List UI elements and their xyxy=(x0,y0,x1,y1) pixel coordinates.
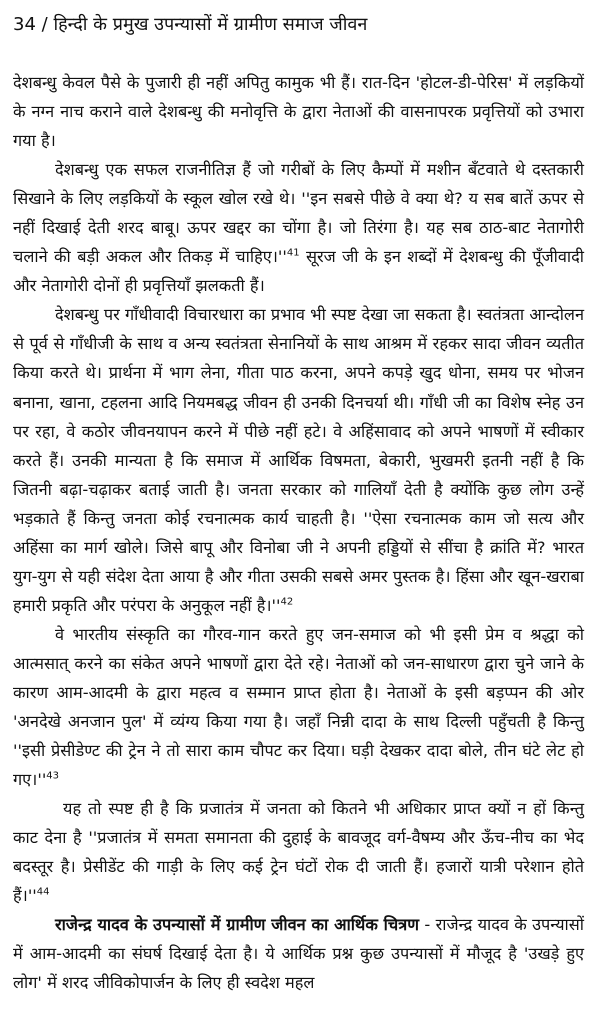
paragraph-5 xyxy=(13,794,584,910)
paragraph-2 xyxy=(13,155,584,300)
paragraph-text: वे भारतीय संस्कृति का गौरव-गान करते हुए जन-समाज को भी इसी प्रेम व श्रद्धा को आत्मसात् करने का संकेत अपने भाषणों द्वारा देते रहे। नेताओं को जन-साधारण द्वारा चुने जाने के कारण आम-आदमी के द्वारा महत्व व सम्मान प्राप्त होता है। नेताओं के इसी बड़प्पन की ओर 'अनदेखे अनजान पुल' में व्यंग्य किया गया है। जहाँ निन्नी दादा के साथ दिल्ली पहुँचती है किन्तु ''इसी प्रेसीडेण्ट की ट्रेन ने तो सारा काम चौपट कर दिया। घड़ी देखकर दादा बोले, तीन घंटे लेट हो गए।'' xyxy=(13,624,584,790)
paragraph-4 xyxy=(13,620,584,794)
paragraph-6 xyxy=(13,910,584,997)
paragraph-text: यह तो स्पष्ट ही है कि प्रजातंत्र में जनता को कितने भी अधिकार प्राप्त क्यों न हों किन्तु काट देना है ''प्रजातंत्र में समता समानता की दुहाई के बावजूद वर्ग-वैषम्य और ऊँच-नीच का भेद बदस्तूर है। प्रेसीडेंट की गाड़ी के लिए कई ट्रेन घंटों रोक दी जाती हैं। हजारों यात्री परेशान होते हैं।'' xyxy=(13,799,584,906)
paragraph-text: देशबन्धु केवल पैसे के पुजारी ही नहीं अपितु कामुक भी हैं। रात-दिन 'होटल-डी-पेरिस' में लड़कियों के नग्न नाच कराने वाले देशबन्धु की मनोवृत्ति के द्वारा नेताओं की वासनापरक प्रवृत्तियों को उभारा गया है। xyxy=(13,73,584,151)
page-number: 34 xyxy=(13,14,36,35)
footnote-marker-42: 42 xyxy=(280,596,294,608)
section-heading: राजेन्द्र यादव के उपन्यासों में ग्रामीण जीवन का आर्थिक चित्रण xyxy=(55,915,419,935)
paragraph-text: सूरज जी के इन शब्दों में देशबन्धु की पूँजीवादी और नेतागोरी दोनों ही प्रवृत्तियाँ झलकती हैं। xyxy=(13,247,585,296)
footnote-marker-41: 41 xyxy=(286,247,300,259)
paragraph-text: देशबन्धु पर गाँधीवादी विचारधारा का प्रभाव भी स्पष्ट देखा जा सकता है। स्वतंत्रता आन्दोलन से पूर्व से गाँधीजी के साथ व अन्य स्वतंत्रता सेनानियों के साथ आश्रम में रहकर सादा जीवन व्यतीत किया करते थे। प्रार्थना में भाग लेना, गीता पाठ करना, अपने कपड़े खुद धोना, समय पर भोजन बनाना, खाना, टहलना आदि नियमबद्ध जीवन ही उनकी दिनचर्या थी। गाँधी जी का विशेष स्नेह उन पर रहा, वे कठोर जीवनयापन करने में पीछे नहीं हटे। वे अहिंसावाद को अपने भाषणों में स्वीकार करते हैं। उनकी मान्यता है कि समाज में आर्थिक विषमता, बेकारी, भुखमरी इतनी नहीं है कि जितनी बढ़ा-चढ़ाकर बताई जाती है। जनता सरकार को गालियाँ देती है क्योंकि कुछ लोग उन्हें भड़काते हैं किन्तु जनता कोई रचनात्मक कार्य चाहती है। ''ऐसा रचनात्मक काम जो सत्य और अहिंसा का मार्ग खोले। जिसे बापू और विनोबा जी ने अपनी हड्डियों से सींचा है क्रांति में? भारत युग-युग से यही संदेश देता आया है और गीता उसकी सबसे अमर पुस्तक है। हिंसा और खून-खराबा हमारी प्रकृति और परंपरा के अनुकूल नहीं है।'' xyxy=(13,305,584,615)
footnote-marker-44: 44 xyxy=(36,886,50,898)
header-separator: / xyxy=(41,14,48,35)
running-header xyxy=(13,12,584,42)
book-title: हिन्दी के प्रमुख उपन्यासों में ग्रामीण समाज जीवन xyxy=(53,14,368,35)
footnote-marker-43: 43 xyxy=(46,770,60,782)
paragraph-text: देशबन्धु एक सफल राजनीतिज्ञ हैं जो गरीबों के लिए कैम्पों में मशीन बँटवाते थे दस्तकारी सिखाने के लिए लड़कियों के स्कूल खोल रखे थे। ''इन सबसे पीछे वे क्या थे? य सब बातें ऊपर से नहीं दिखाई देती शरद बाबू। ऊपर खद्दर का चोंगा है। जो तिरंगा है। यह सब ठाठ-बाट नेतागोरी चलाने की बड़ी अकल और तिकड़ में चाहिए।'' xyxy=(13,160,584,267)
paragraph-1 xyxy=(13,68,584,155)
paragraph-text: - राजेन्द्र यादव के उपन्यासों में आम-आदमी का संघर्ष दिखाई देता है। ये आर्थिक प्रश्न कुछ उपन्यासों में मौजूद है 'उखड़े हुए लोग' में शरद जीविकोपार्जन के लिए ही स्वदेश महल xyxy=(13,915,584,993)
body-text xyxy=(13,68,584,998)
paragraph-3 xyxy=(13,300,584,620)
